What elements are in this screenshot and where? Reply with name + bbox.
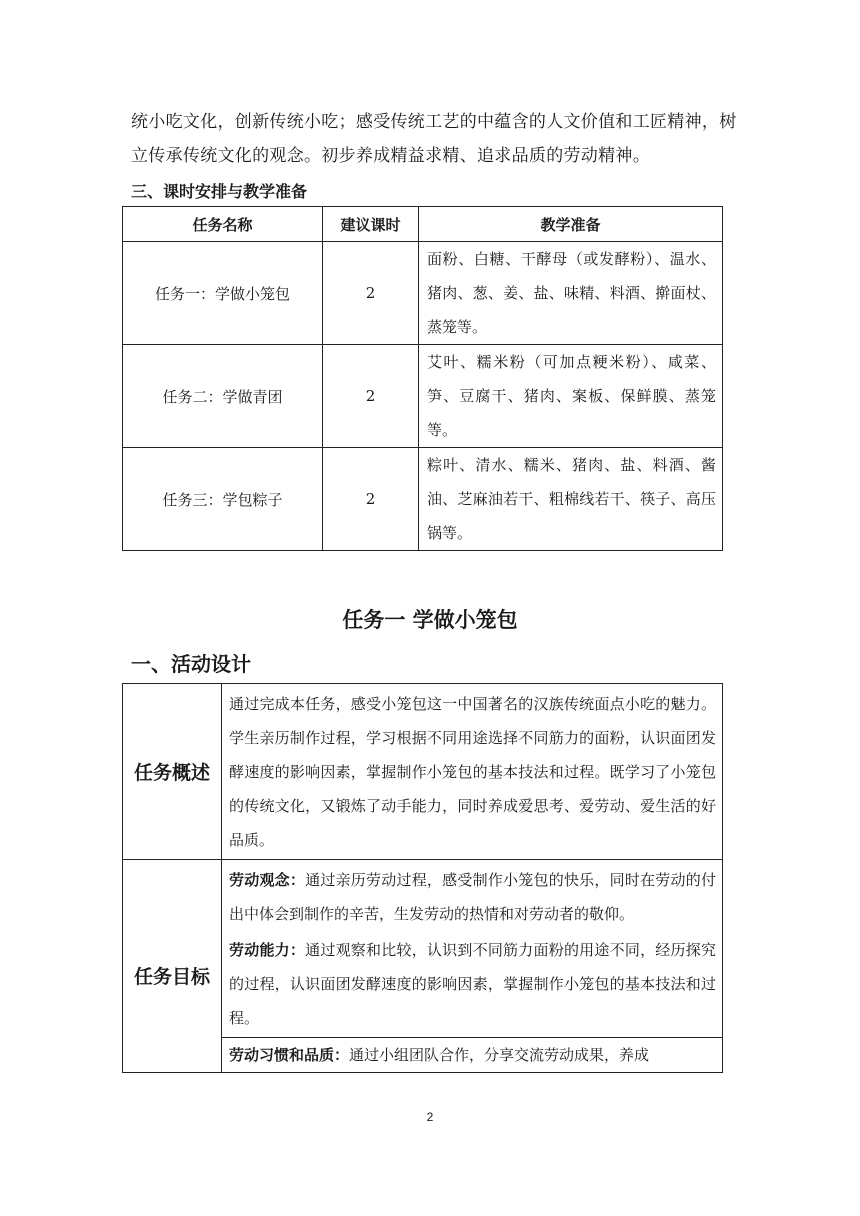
header-hours: 建议课时 (323, 207, 419, 242)
task-title: 任务一 学做小笼包 (342, 608, 518, 632)
schedule-table (122, 206, 723, 551)
goals-cell (222, 860, 723, 1073)
header-task-name: 任务名称 (123, 207, 323, 242)
hours-cell: 2 (323, 345, 419, 448)
task-name-cell: 任务二：学做青团 (123, 345, 323, 448)
preparation-cell: 面粉、白糖、干酵母（或发酵粉）、温水、猪肉、葱、姜、盐、味精、料酒、擀面杖、蒸笼等。 (419, 242, 723, 345)
table-row (123, 684, 723, 860)
table-row (123, 448, 723, 551)
preparation-cell: 艾叶、糯米粉（可加点粳米粉）、咸菜、笋、豆腐干、猪肉、案板、保鲜膜、蒸笼等。 (419, 345, 723, 448)
goal-concept-text: 通过亲历劳动过程，感受制作小笼包的快乐，同时在劳动的付出中体会到制作的辛苦，生发劳动的热情和对劳动者的敬仰。 (229, 871, 716, 923)
goal-habit (222, 1037, 722, 1072)
overview-label: 任务概述 (123, 684, 222, 860)
header-preparation: 教学准备 (419, 207, 723, 242)
preparation-cell: 粽叶、清水、糯米、猪肉、盐、料酒、酱油、芝麻油若干、粗棉线若干、筷子、高压锅等。 (419, 448, 723, 551)
section-heading-schedule: 三、课时安排与教学准备 (131, 182, 308, 201)
hours-cell: 2 (323, 448, 419, 551)
goal-concept-heading: 劳动观念： (229, 871, 306, 889)
goals-label: 任务目标 (123, 860, 222, 1073)
task-name-cell: 任务三：学包粽子 (123, 448, 323, 551)
goal-concept (222, 860, 722, 933)
goal-ability-text: 通过观察和比较，认识到不同筋力面粉的用途不同，经历探究的过程，认识面团发酵速度的影响因素，掌握制作小笼包的基本技法和过程。 (229, 941, 716, 1027)
overview-text: 通过完成本任务，感受小笼包这一中国著名的汉族传统面点小吃的魅力。学生亲历制作过程，学习根据不同用途选择不同筋力的面粉，认识面团发酵速度的影响因素，掌握制作小笼包的基本技法和过程。既学习了小笼包的传统文化，又锻炼了动手能力，同时养成爱思考、爱劳动、爱生活的好品质。 (222, 684, 723, 860)
table-row (123, 345, 723, 448)
goal-ability (222, 933, 722, 1037)
schedule-header-row (123, 207, 723, 242)
section-heading-activity: 一、活动设计 (131, 652, 251, 676)
intro-line-1: 统小吃文化，创新传统小吃；感受传统工艺的中蕴含的人文价值和工匠精神，树 (131, 112, 737, 132)
goal-habit-heading: 劳动习惯和品质： (229, 1046, 350, 1064)
intro-line-2: 立传承传统文化的观念。初步养成精益求精、追求品质的劳动精神。 (131, 146, 650, 166)
goal-habit-text: 通过小组团队合作，分享交流劳动成果，养成 (349, 1046, 650, 1064)
page-number: 2 (426, 1110, 434, 1124)
table-row (123, 242, 723, 345)
goal-ability-heading: 劳动能力： (229, 941, 306, 959)
task-name-cell: 任务一：学做小笼包 (123, 242, 323, 345)
table-row (123, 860, 723, 1073)
hours-cell: 2 (323, 242, 419, 345)
activity-design-table (122, 683, 723, 1073)
